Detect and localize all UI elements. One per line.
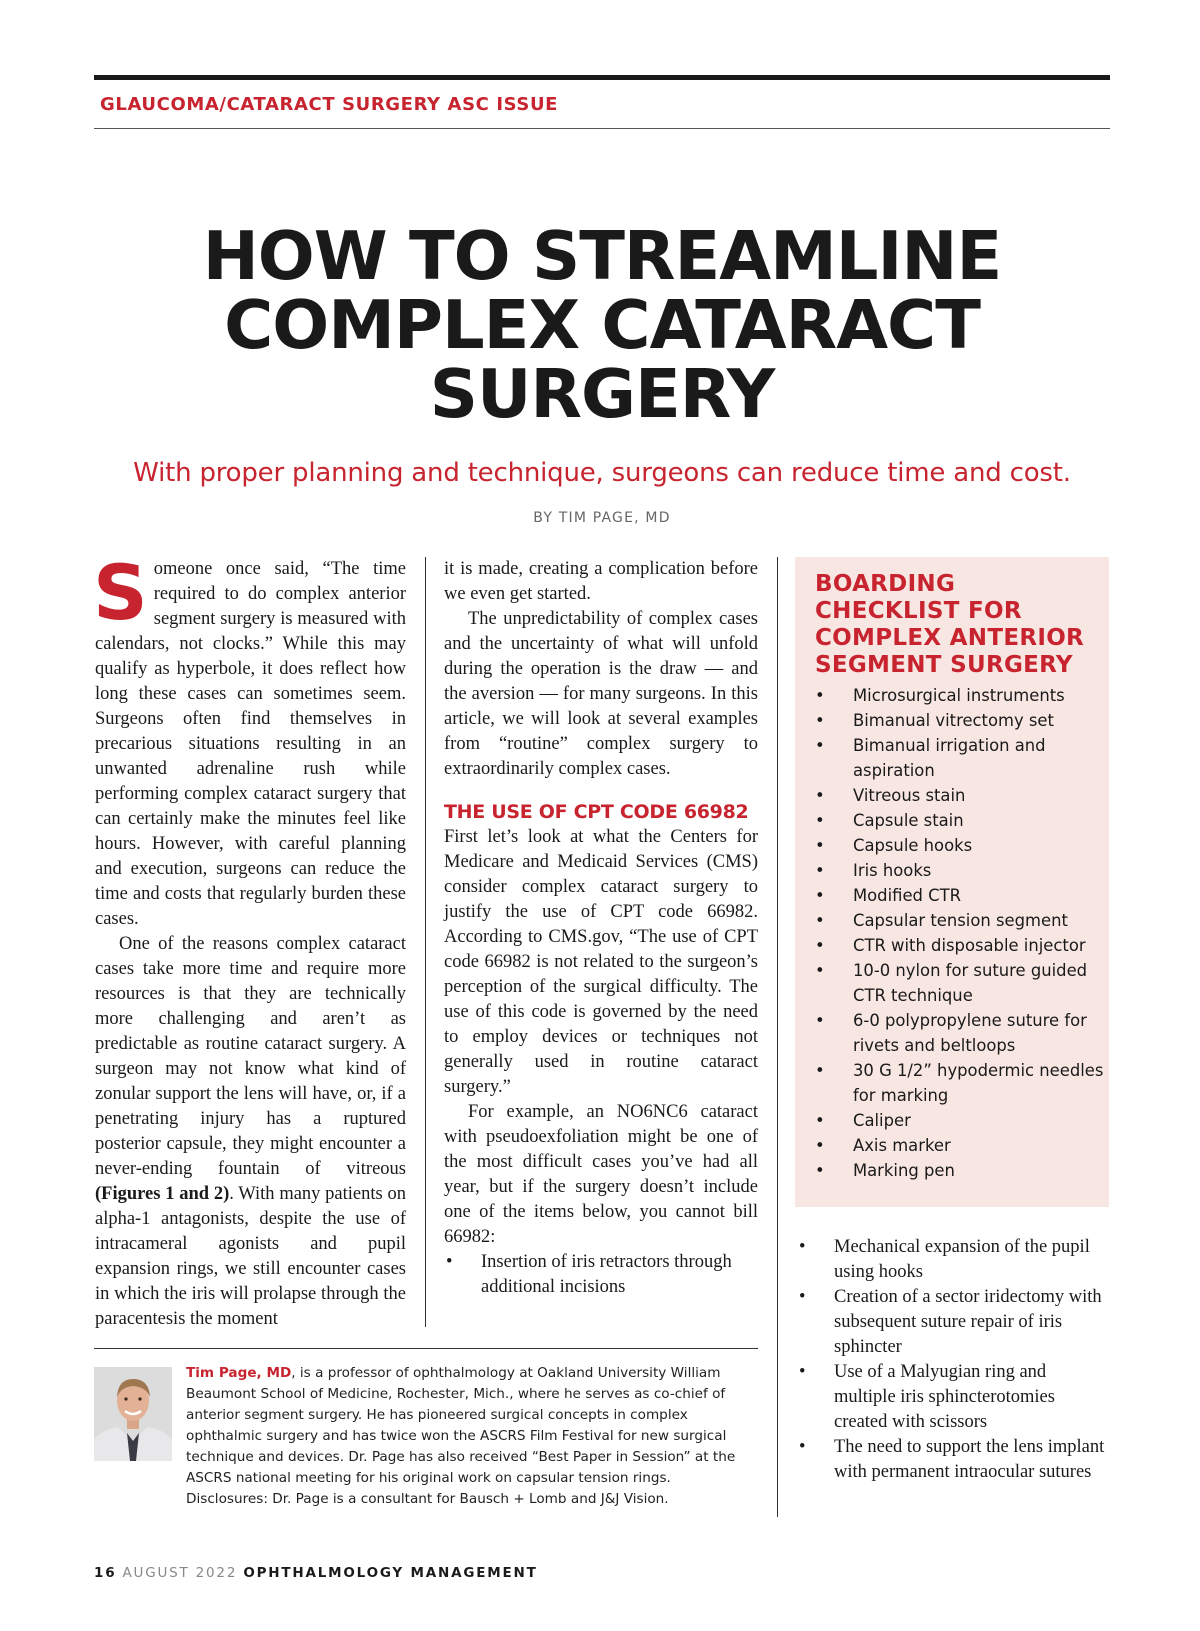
list-item: • Axis marker: [815, 1133, 1105, 1158]
checklist-heading: BOARDING CHECKLIST FOR COMPLEX ANTERIOR SEGMENT SURGERY: [815, 571, 1085, 678]
list-item: • Modified CTR: [815, 883, 1105, 908]
bio-text: [186, 1363, 756, 1489]
page-number: 16: [94, 1565, 117, 1581]
list-item: • Capsule hooks: [815, 833, 1105, 858]
list-item: • Vitreous stain: [815, 783, 1105, 808]
column-divider: [425, 557, 426, 1327]
page-footer: [94, 1565, 538, 1581]
publication-name: OPHTHALMOLOGY MANAGEMENT: [243, 1565, 538, 1581]
list-item: • 30 G 1/2” hypodermic needles for marking: [815, 1058, 1105, 1108]
paragraph-text: One of the reasons complex cataract cases take more time and require more resources is that they are technically more challenging and aren’t as predictable as routine cataract surgery. A surgeon may not know what kind of zonular support the lens will have, or, if a penetrating injury has a ruptured posterior capsule, they might encounter a never-ending fountain of vitreous: [95, 934, 406, 1179]
list-item: • Insertion of iris retractors through additional incisions: [444, 1250, 758, 1300]
bio-rule: [94, 1348, 758, 1349]
list-item: • CTR with disposable injector: [815, 933, 1105, 958]
paragraph: The unpredictability of complex cases and the uncertainty of what will unfold during the operation is the draw — and the aversion — for many surgeons. In this article, we will look at several examples from “routine” complex surgery to extraordinarily complex cases.: [444, 609, 758, 779]
paragraph: it is made, creating a complication before we even get started.: [444, 559, 758, 604]
list-item: • Use of a Malyugian ring and multiple iris sphincterotomies created with scissors: [797, 1360, 1111, 1435]
bio-description: , is a professor of ophthalmology at Oakland University William Beaumont School of Medicine, Rochester, Mich., where he serves as co-chief of anterior segment surgery. He has pioneered surgical concepts in complex ophthalmic surgery and has twice won the ASCRS Film Festival for new surgical technique and devices. Dr. Page has also received “Best Paper in Session” at the ASCRS national meeting for his original work on capsular tension rings.: [186, 1365, 736, 1486]
section-label: GLAUCOMA/CATARACT SURGERY ASC ISSUE: [100, 94, 559, 115]
paragraph: [93, 548, 406, 932]
paragraph: For example, an NO6NC6 cataract with pseudoexfoliation might be one of the most difficult cases you’ve had all year, but if the surgery doesn’t include one of the items below, you cannot bill 66982:: [444, 1102, 758, 1247]
title-line-1: HOW TO STREAMLINE: [202, 217, 1002, 295]
list-item: • Caliper: [815, 1108, 1105, 1133]
list-item: • Capsular tension segment: [815, 908, 1105, 933]
article-subtitle: With proper planning and technique, surgeons can reduce time and cost.: [133, 458, 1071, 488]
disclosures: Disclosures: Dr. Page is a consultant for Bausch + Lomb and J&J Vision.: [186, 1491, 669, 1507]
criteria-list: [444, 1250, 758, 1300]
issue-date: AUGUST 2022: [122, 1565, 238, 1581]
article-column-1: [93, 548, 406, 1332]
list-item: • The need to support the lens implant with permanent intraocular sutures: [797, 1435, 1111, 1485]
paragraph: First let’s look at what the Centers for Medicare and Medicaid Services (CMS) consider complex cataract surgery to justify the use of CPT code 66982. According to CMS.gov, “The use of CPT code 66982 is not related to the surgeon’s perception of the surgical difficulty. The use of this code is governed by the need to employ devices or techniques not generally used in routine cataract surgery.”: [444, 827, 758, 1097]
figure-reference: (Figures 1 and 2): [95, 1184, 230, 1204]
paragraph-text: omeone once said, “The time required to do complex anterior segment surgery is measured with calendars, not clocks.” While this may qualify as hyperbole, it does reflect how long these cases can sometimes seem. Surgeons often find themselves in precarious situations resulting in an unwanted adrenaline rush while performing complex cataract surgery that can certainly make the minutes feel like hours. However, with careful planning and execution, surgeons can reduce the time and costs that regularly burden these cases.: [95, 559, 406, 929]
list-item: • Microsurgical instruments: [815, 683, 1105, 708]
list-item: • 10-0 nylon for suture guided CTR technique: [815, 958, 1105, 1008]
list-item: • 6-0 polypropylene suture for rivets and beltloops: [815, 1008, 1105, 1058]
criteria-list-continued: [797, 1235, 1111, 1485]
author-bio: [186, 1363, 756, 1510]
author-photo: [94, 1367, 172, 1461]
checklist-sidebar: [795, 557, 1109, 1207]
author-name: Tim Page, MD: [186, 1365, 292, 1381]
list-item: • Capsule stain: [815, 808, 1105, 833]
drop-cap: S: [93, 548, 148, 637]
checklist-list: [815, 683, 1105, 1183]
title-line-2: COMPLEX CATARACT: [224, 286, 980, 364]
list-item: • Iris hooks: [815, 858, 1105, 883]
section-rule: [94, 128, 1110, 129]
list-item: • Bimanual irrigation and aspiration: [815, 733, 1105, 783]
title-line-3: SURGERY: [429, 355, 775, 433]
list-item: • Marking pen: [815, 1158, 1105, 1183]
article-title: [94, 217, 1110, 433]
list-item: • Mechanical expansion of the pupil using hooks: [797, 1235, 1111, 1285]
paragraph-text: . With many patients on alpha-1 antagonists, despite the use of intracameral agonists and pupil expansion rings, we still encounter cases in which the iris will prolapse through the paracentesis the moment: [95, 1184, 406, 1329]
column-divider: [777, 557, 778, 1517]
top-rule: [94, 75, 1110, 80]
list-item: • Bimanual vitrectomy set: [815, 708, 1105, 733]
paragraph: [95, 932, 406, 1332]
byline: BY TIM PAGE, MD: [533, 510, 671, 526]
section-heading: THE USE OF CPT CODE 66982: [444, 801, 749, 823]
article-column-2: [444, 557, 758, 1300]
article-column-3: [797, 1235, 1111, 1485]
list-item: • Creation of a sector iridectomy with subsequent suture repair of iris sphincter: [797, 1285, 1111, 1360]
